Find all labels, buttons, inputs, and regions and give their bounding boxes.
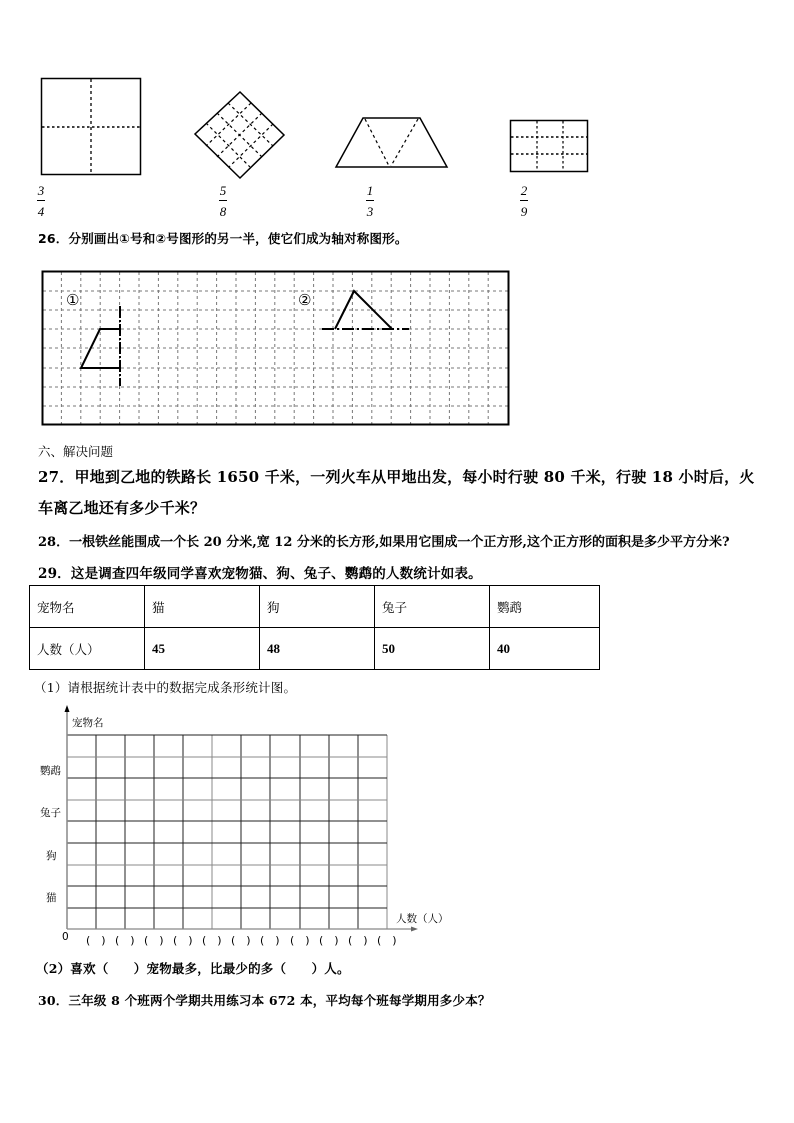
question-29-part-1: （1）请根据统计表中的数据完成条形统计图。 bbox=[34, 680, 297, 695]
table-cell: 48 bbox=[260, 628, 375, 670]
x-tick-blank[interactable]: ( ) bbox=[260, 934, 280, 947]
denominator: 3 bbox=[366, 204, 374, 219]
question-29: 29．这是调查四年级同学喜欢宠物猫、狗、兔子、鹦鹉的人数统计如表。 bbox=[38, 566, 482, 582]
numerator: 2 bbox=[520, 183, 528, 198]
x-axis-arrow-icon bbox=[411, 927, 418, 932]
category-label: 兔子 bbox=[40, 807, 61, 819]
question-27-line-2: 车离乙地还有多少千米？ bbox=[38, 499, 206, 517]
table-cell: 兔子 bbox=[375, 586, 490, 628]
category-label: 狗 bbox=[46, 850, 57, 862]
table-cell: 宠物名 bbox=[30, 586, 145, 628]
x-tick-blank[interactable]: ( ) bbox=[290, 934, 310, 947]
numerator: 5 bbox=[219, 183, 227, 198]
y-axis-title: 宠物名 bbox=[72, 717, 104, 729]
x-tick-blank[interactable]: ( ) bbox=[115, 934, 135, 947]
denominator: 4 bbox=[37, 204, 45, 219]
figure-label-1: ① bbox=[66, 291, 80, 309]
denominator: 9 bbox=[520, 204, 528, 219]
denominator: 8 bbox=[219, 204, 227, 219]
x-tick-blank[interactable]: ( ) bbox=[144, 934, 164, 947]
table-cell: 40 bbox=[490, 628, 600, 670]
table-cell: 猫 bbox=[145, 586, 260, 628]
x-tick-blank[interactable]: ( ) bbox=[348, 934, 368, 947]
question-29-part-2: （2）喜欢（ ）宠物最多，比最少的多（ ）人。 bbox=[36, 961, 350, 976]
x-tick-blank[interactable]: ( ) bbox=[377, 934, 397, 947]
question-30: 30．三年级 8 个班两个学期共用练习本 672 本，平均每个班每学期用多少本？ bbox=[38, 993, 491, 1008]
y-axis-arrow-icon bbox=[65, 705, 70, 712]
table-cell: 50 bbox=[375, 628, 490, 670]
x-tick-blank[interactable]: ( ) bbox=[319, 934, 339, 947]
x-tick-blank[interactable]: ( ) bbox=[173, 934, 193, 947]
section-title: 六、解决问题 bbox=[38, 444, 114, 459]
table-cell: 45 bbox=[145, 628, 260, 670]
question-26: 26．分别画出①号和②号图形的另一半，使它们成为轴对称图形。 bbox=[38, 231, 408, 246]
x-tick-blank[interactable]: ( ) bbox=[86, 934, 106, 947]
x-tick-blank[interactable]: ( ) bbox=[231, 934, 251, 947]
x-axis-title: 人数（人） bbox=[396, 913, 449, 925]
numerator: 3 bbox=[37, 183, 45, 198]
table-cell: 鹦鹉 bbox=[490, 586, 600, 628]
category-label: 猫 bbox=[46, 892, 57, 904]
table-cell: 人数（人） bbox=[30, 628, 145, 670]
category-label: 鹦鹉 bbox=[40, 765, 61, 777]
table-cell: 狗 bbox=[260, 586, 375, 628]
question-27-line-1: 27．甲地到乙地的铁路长 1650 千米，一列火车从甲地出发，每小时行驶 80 千米，行驶 18 小时后，火 bbox=[38, 468, 755, 486]
origin-label: 0 bbox=[62, 931, 69, 943]
x-tick-blank[interactable]: ( ) bbox=[202, 934, 222, 947]
figure-label-2: ② bbox=[298, 291, 312, 309]
numerator: 1 bbox=[366, 183, 374, 198]
question-28: 28．一根铁丝能围成一个长 20 分米,宽 12 分米的长方形,如果用它围成一个正方形,这个正方形的面积是多少平方分米? bbox=[38, 535, 730, 550]
